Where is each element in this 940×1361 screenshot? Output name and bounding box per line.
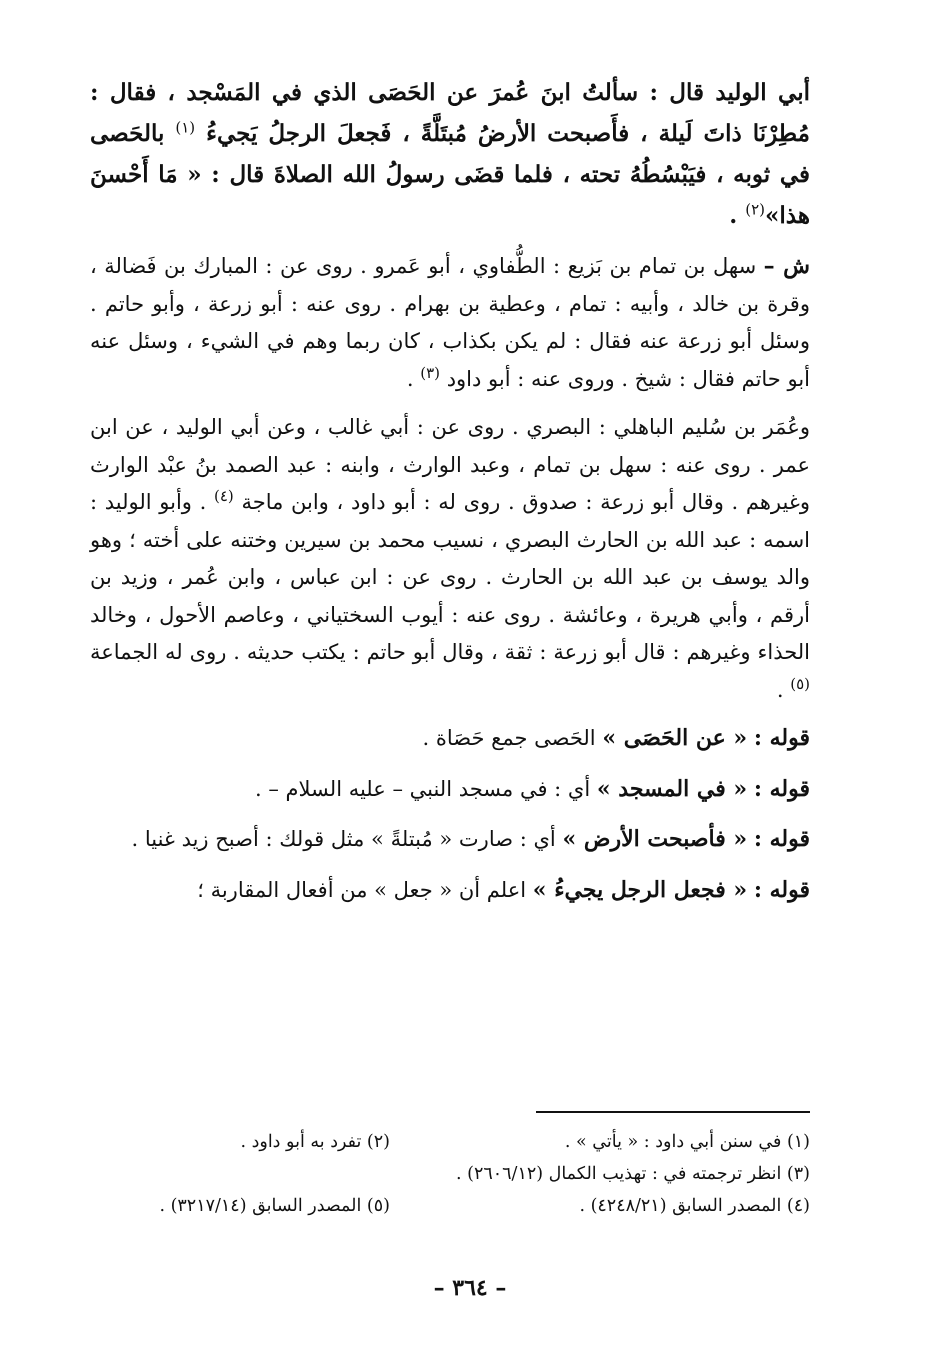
comment-lead: قوله :: [753, 725, 810, 751]
sahl-paragraph: [90, 248, 810, 398]
footnote-5: (٥) المصدر السابق (٣٢١٧/١٤) .: [159, 1196, 390, 1216]
comment-4: [90, 872, 810, 910]
footnote-row: [110, 1158, 810, 1190]
footnote-row: [110, 1190, 810, 1222]
comment-quote: « في المسجد »: [596, 775, 748, 802]
hadith-paragraph: [90, 72, 810, 236]
footnote-1: (١) في سنن أبي داود : « يأتي » .: [564, 1132, 810, 1152]
umar-end: .: [776, 677, 784, 702]
footnote-ref-2[interactable]: (٢): [745, 200, 766, 219]
footnote-ref-1[interactable]: (١): [175, 118, 196, 137]
comment-quote: « فأصبحت الأرض »: [562, 826, 748, 852]
hadith-text-2: بالحَصى في ثوبه ، فيَبْسُطُهُ تحته ، فلما قضَى رسولُ الله الصلاةَ قال : « مَا أَحْسنَ هذا»: [90, 120, 810, 229]
comment-2: [90, 771, 810, 809]
umar-text: وعُمَر بن سُليم الباهلي : البصري . روى عن : أبي غالب ، وعن أبي الوليد ، عن ابن عمر . روى عنه : سهل بن تمام ، وعبد الوارث ، وابنه : عبد الصمد بنُ عبْد الوارث وغيرهم . وقال أبو زرعة : صدوق . روى له : أبو داود ، وابن ماجة: [90, 415, 810, 514]
comment-quote: « عن الحَصَى »: [602, 725, 748, 751]
page-number: – ٣٦٤ –: [433, 1275, 507, 1301]
comment-3: [90, 821, 810, 859]
comment-text: أي : صارت « مُبتلةً » مثل قولك : أصبح زيد غنيا .: [131, 827, 556, 851]
footnote-ref-5[interactable]: (٥): [790, 674, 810, 693]
sahl-end: .: [406, 366, 414, 391]
umar-paragraph: [90, 409, 810, 709]
comment-text: الحَصى جمع حَصَاة .: [422, 726, 596, 750]
footnote-ref-4[interactable]: (٤): [213, 487, 234, 505]
comment-lead: قوله :: [753, 826, 810, 852]
sahl-text: سهل بن تمام بن بَزيع : الطُّفاوي ، أبو عَمرو . روى عن : المبارك بن فَضالة ، وقرة بن خالد ، وأبيه : تمام ، وعطية بن بهرام . روى عنه : أبو زرعة ، وأبو حاتم . وسئل أبو زرعة عنه فقال : لم يكن بكذاب ، كان ربما وهم في الشيء ، وسئل عنه أبو حاتم فقال : شيخ . وروى عنه : أبو داود: [90, 254, 810, 391]
comment-quote: « فجعل الرجل يجيءُ »: [532, 876, 748, 903]
comment-text: اعلم أن « جعل » من أفعال المقاربة ؛: [197, 877, 527, 902]
footnote-3: (٣) انظر ترجمته في : تهذيب الكمال (٢٦٠٦/١٢) .: [456, 1164, 810, 1184]
main-text: [90, 72, 810, 922]
comment-1: [90, 720, 810, 758]
footnote-4: (٤) المصدر السابق (٤٢٤٨/٢١) .: [579, 1196, 810, 1216]
hadith-text: أبي الوليد قال : سألتُ ابنَ عُمرَ عن الحَصَى الذي في المَسْجد ، فقال : مُطِرْنَا ذاتَ لَيلة ، فأَصبحت الأرضُ مُبتَلَّةً ، فَجعلَ الرجلُ يَجيءُ: [90, 79, 810, 147]
footnote-row: [110, 1126, 810, 1158]
sharh-marker: ش –: [763, 253, 810, 279]
comment-lead: قوله :: [753, 876, 810, 903]
footnote-ref-3[interactable]: (٣): [420, 363, 440, 382]
footnotes: [110, 1126, 810, 1222]
umar-text-2: . وأبو الوليد : اسمه : عبد الله بن الحارث البصري ، نسيب محمد بن سيرين وختنه على أخته ؛ وهو والد يوسف بن عبد الله بن الحارث . روى عن : ابن عباس ، وابن عُمر ، وزيد بن أرقم ، وأبي هريرة ، وعائشة . روى عنه : أيوب السختياني ، وعاصم الأحول ، وخالد الحذاء وغيرهم : قال أبو زرعة : ثقة ، وقال أبو حاتم : يكتب حديثه . روى له الجماعة: [90, 490, 810, 664]
comment-text: أي : في مسجد النبي – عليه السلام – .: [255, 776, 591, 801]
comment-lead: قوله :: [753, 775, 810, 802]
hadith-end: .: [729, 202, 738, 229]
footnote-separator: [536, 1111, 810, 1113]
footnote-2: (٢) تفرد به أبو داود .: [240, 1132, 390, 1152]
